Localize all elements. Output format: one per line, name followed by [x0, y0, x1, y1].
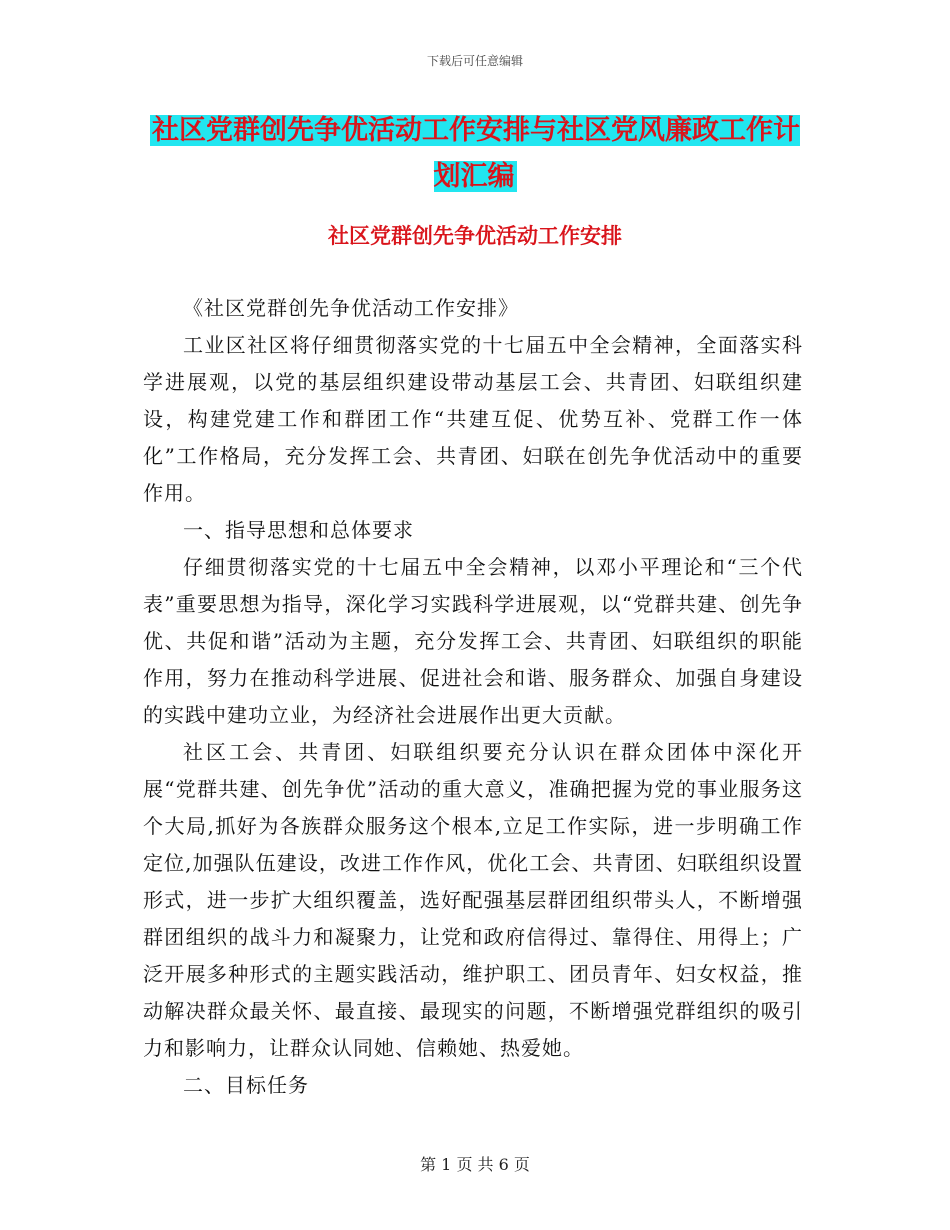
- page-number: 第 1 页 共 6 页: [420, 1155, 530, 1174]
- document-title-text: 社区党群创先争优活动工作安排与社区党风廉政工作计划汇编: [152, 115, 800, 192]
- paragraph-heading: 二、目标任务: [183, 1073, 309, 1097]
- paragraph: 仔细贯彻落实党的十七届五中全会精神，以邓小平理论和“三个代表”重要思想为指导，深化学习实践科学进展观，以“党群共建、创先争优、共促和谐”活动为主题，充分发挥工会、共青团、妇联组织的职能作用，努力在推动科学进展、促进社会和谐、服务群众、加强自身建设的实践中建功立业，为经济社会进展作出更大贡献。: [143, 555, 803, 727]
- document-body: [143, 290, 803, 1104]
- document-title: [140, 108, 810, 200]
- paragraph: 工业区社区将仔细贯彻落实党的十七届五中全会精神，全面落实科学进展观，以党的基层组织建设带动基层工会、共青团、妇联组织建设，构建党建工作和群团工作“共建互促、优势互补、党群工作一体化”工作格局，充分发挥工会、共青团、妇联在创先争优活动中的重要作用。: [143, 333, 803, 505]
- paragraph-heading: 一、指导思想和总体要求: [183, 518, 414, 542]
- paragraph: 《社区党群创先争优活动工作安排》: [183, 296, 519, 320]
- paragraph: 社区工会、共青团、妇联组织要充分认识在群众团体中深化开展“党群共建、创先争优”活动的重大意义，准确把握为党的事业服务这个大局,抓好为各族群众服务这个根本,立足工作实际，进一步明确工作定位,加强队伍建设，改进工作作风，优化工会、共青团、妇联组织设置形式，进一步扩大组织覆盖，选好配强基层群团组织带头人，不断增强群团组织的战斗力和凝聚力，让党和政府信得过、靠得住、用得上；广泛开展多种形式的主题实践活动，维护职工、团员青年、妇女权益，推动解决群众最关怀、最直接、最现实的问题，不断增强党群组织的吸引力和影响力，让群众认同她、信赖她、热爱她。: [143, 740, 803, 1060]
- header-note: 下载后可任意编辑: [426, 54, 523, 68]
- section-title: 社区党群创先争优活动工作安排: [328, 224, 622, 248]
